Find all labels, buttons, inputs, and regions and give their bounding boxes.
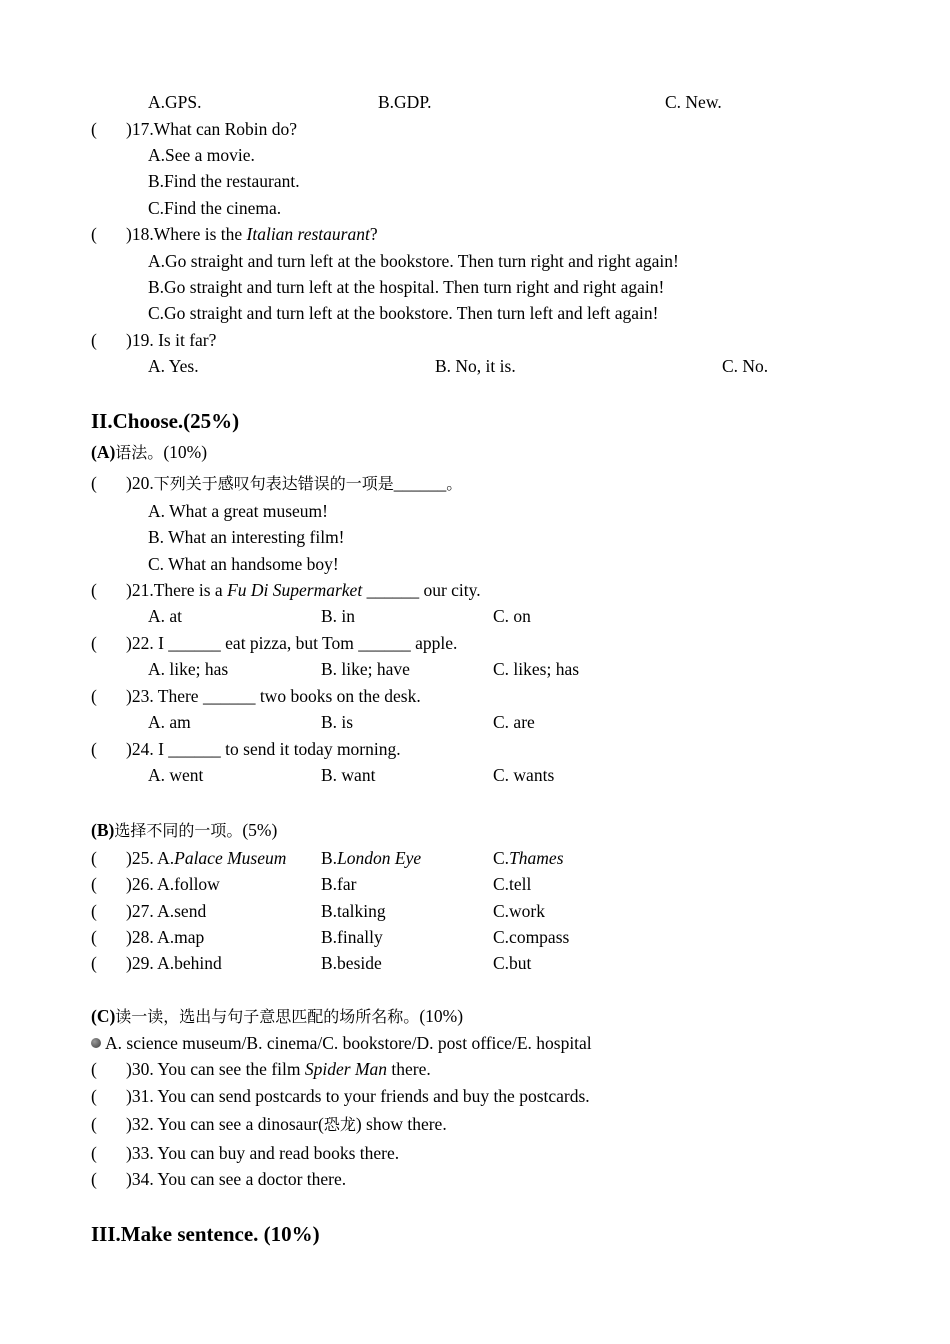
answer-paren: ( <box>91 119 97 139</box>
q24-option-c: C. wants <box>493 765 555 785</box>
q16-option-a: A.GPS. <box>148 92 202 112</box>
q28-option-b: B.finally <box>321 927 383 947</box>
answer-paren: ( <box>91 739 97 759</box>
q18-option-a: A.Go straight and turn left at the bookstore. Then turn right and right again! <box>148 251 679 271</box>
q27-option-a: )27. A.send <box>126 901 207 921</box>
q26-option-b: B.far <box>321 874 357 894</box>
q25-option-c: C.Thames <box>493 848 564 868</box>
places-list: A. science museum/B. cinema/C. bookstore/D. post office/E. hospital <box>91 1032 592 1054</box>
q16-option-b: B.GDP. <box>378 92 432 112</box>
q23-option-b: B. is <box>321 712 354 732</box>
answer-paren: ( <box>91 1086 97 1106</box>
q20-option-a: A. What a great museum! <box>148 501 328 521</box>
q17-option-c: C.Find the cinema. <box>148 198 282 218</box>
q20-stem: )20.下列关于感叹句表达错误的一项是______。 <box>126 473 463 493</box>
q26-option-c: C.tell <box>493 874 532 894</box>
q31-stem: )31. You can send postcards to your friends and buy the postcards. <box>126 1086 590 1106</box>
q23-option-a: A. am <box>148 712 191 732</box>
answer-paren: ( <box>91 633 97 653</box>
part-c-heading: (C)读一读，选出与句子意思匹配的场所名称。(10%) <box>91 1006 464 1026</box>
q17-option-a: A.See a movie. <box>148 145 255 165</box>
answer-paren: ( <box>91 1169 97 1189</box>
q18-option-c: C.Go straight and turn left at the bookstore. Then turn left and left again! <box>148 303 659 323</box>
q27-option-c: C.work <box>493 901 546 921</box>
q22-option-c: C. likes; has <box>493 659 580 679</box>
q18-option-b: B.Go straight and turn left at the hospital. Then turn right and right again! <box>148 277 665 297</box>
answer-paren: ( <box>91 1059 97 1079</box>
q28-option-a: )28. A.map <box>126 927 205 947</box>
q22-stem: )22. I ______ eat pizza, but Tom ______ apple. <box>126 633 458 653</box>
q24-stem: )24. I ______ to send it today morning. <box>126 739 401 759</box>
q17-stem: )17.What can Robin do? <box>126 119 298 139</box>
q18-stem: )18.Where is the Italian restaurant? <box>126 224 378 244</box>
answer-paren: ( <box>91 1114 97 1134</box>
part-b-heading: (B)选择不同的一项。(5%) <box>91 820 278 840</box>
answer-paren: ( <box>91 848 97 868</box>
answer-paren: ( <box>91 874 97 894</box>
q16-option-c: C. New. <box>665 92 722 112</box>
q33-stem: )33. You can buy and read books there. <box>126 1143 400 1163</box>
answer-paren: ( <box>91 901 97 921</box>
q17-option-b: B.Find the restaurant. <box>148 171 300 191</box>
q28-option-c: C.compass <box>493 927 570 947</box>
answer-paren: ( <box>91 927 97 947</box>
q24-option-a: A. went <box>148 765 204 785</box>
q32-stem: )32. You can see a dinosaur(恐龙) show there. <box>126 1114 447 1134</box>
q19-option-a: A. Yes. <box>148 356 199 376</box>
q21-option-b: B. in <box>321 606 356 626</box>
q21-option-a: A. at <box>148 606 183 626</box>
section-heading: III.Make sentence. (10%) <box>91 1222 320 1246</box>
q24-option-b: B. want <box>321 765 376 785</box>
q30-stem: )30. You can see the film Spider Man there. <box>126 1059 431 1079</box>
q21-option-c: C. on <box>493 606 531 626</box>
answer-paren: ( <box>91 224 97 244</box>
q19-option-c: C. No. <box>722 356 769 376</box>
q19-stem: )19. Is it far? <box>126 330 217 350</box>
q22-option-b: B. like; have <box>321 659 410 679</box>
answer-paren: ( <box>91 1143 97 1163</box>
section-heading: II.Choose.(25%) <box>91 409 240 433</box>
answer-paren: ( <box>91 580 97 600</box>
q20-option-c: C. What an handsome boy! <box>148 554 339 574</box>
q27-option-b: B.talking <box>321 901 386 921</box>
q23-stem: )23. There ______ two books on the desk. <box>126 686 421 706</box>
q23-option-c: C. are <box>493 712 535 732</box>
q29-option-c: C.but <box>493 953 532 973</box>
q25-option-a: )25. A.Palace Museum <box>126 848 287 868</box>
answer-paren: ( <box>91 473 97 493</box>
part-a-heading: (A)语法。(10%) <box>91 442 208 462</box>
q29-option-a: )29. A.behind <box>126 953 222 973</box>
q20-option-b: B. What an interesting film! <box>148 527 345 547</box>
q21-stem: )21.There is a Fu Di Supermarket ______ our city. <box>126 580 481 600</box>
q34-stem: )34. You can see a doctor there. <box>126 1169 347 1189</box>
answer-paren: ( <box>91 686 97 706</box>
answer-paren: ( <box>91 330 97 350</box>
answer-paren: ( <box>91 953 97 973</box>
q25-option-b: B.London Eye <box>321 848 422 868</box>
q29-option-b: B.beside <box>321 953 382 973</box>
bullet-icon <box>91 1038 101 1048</box>
q22-option-a: A. like; has <box>148 659 229 679</box>
q26-option-a: )26. A.follow <box>126 874 220 894</box>
q19-option-b: B. No, it is. <box>435 356 516 376</box>
